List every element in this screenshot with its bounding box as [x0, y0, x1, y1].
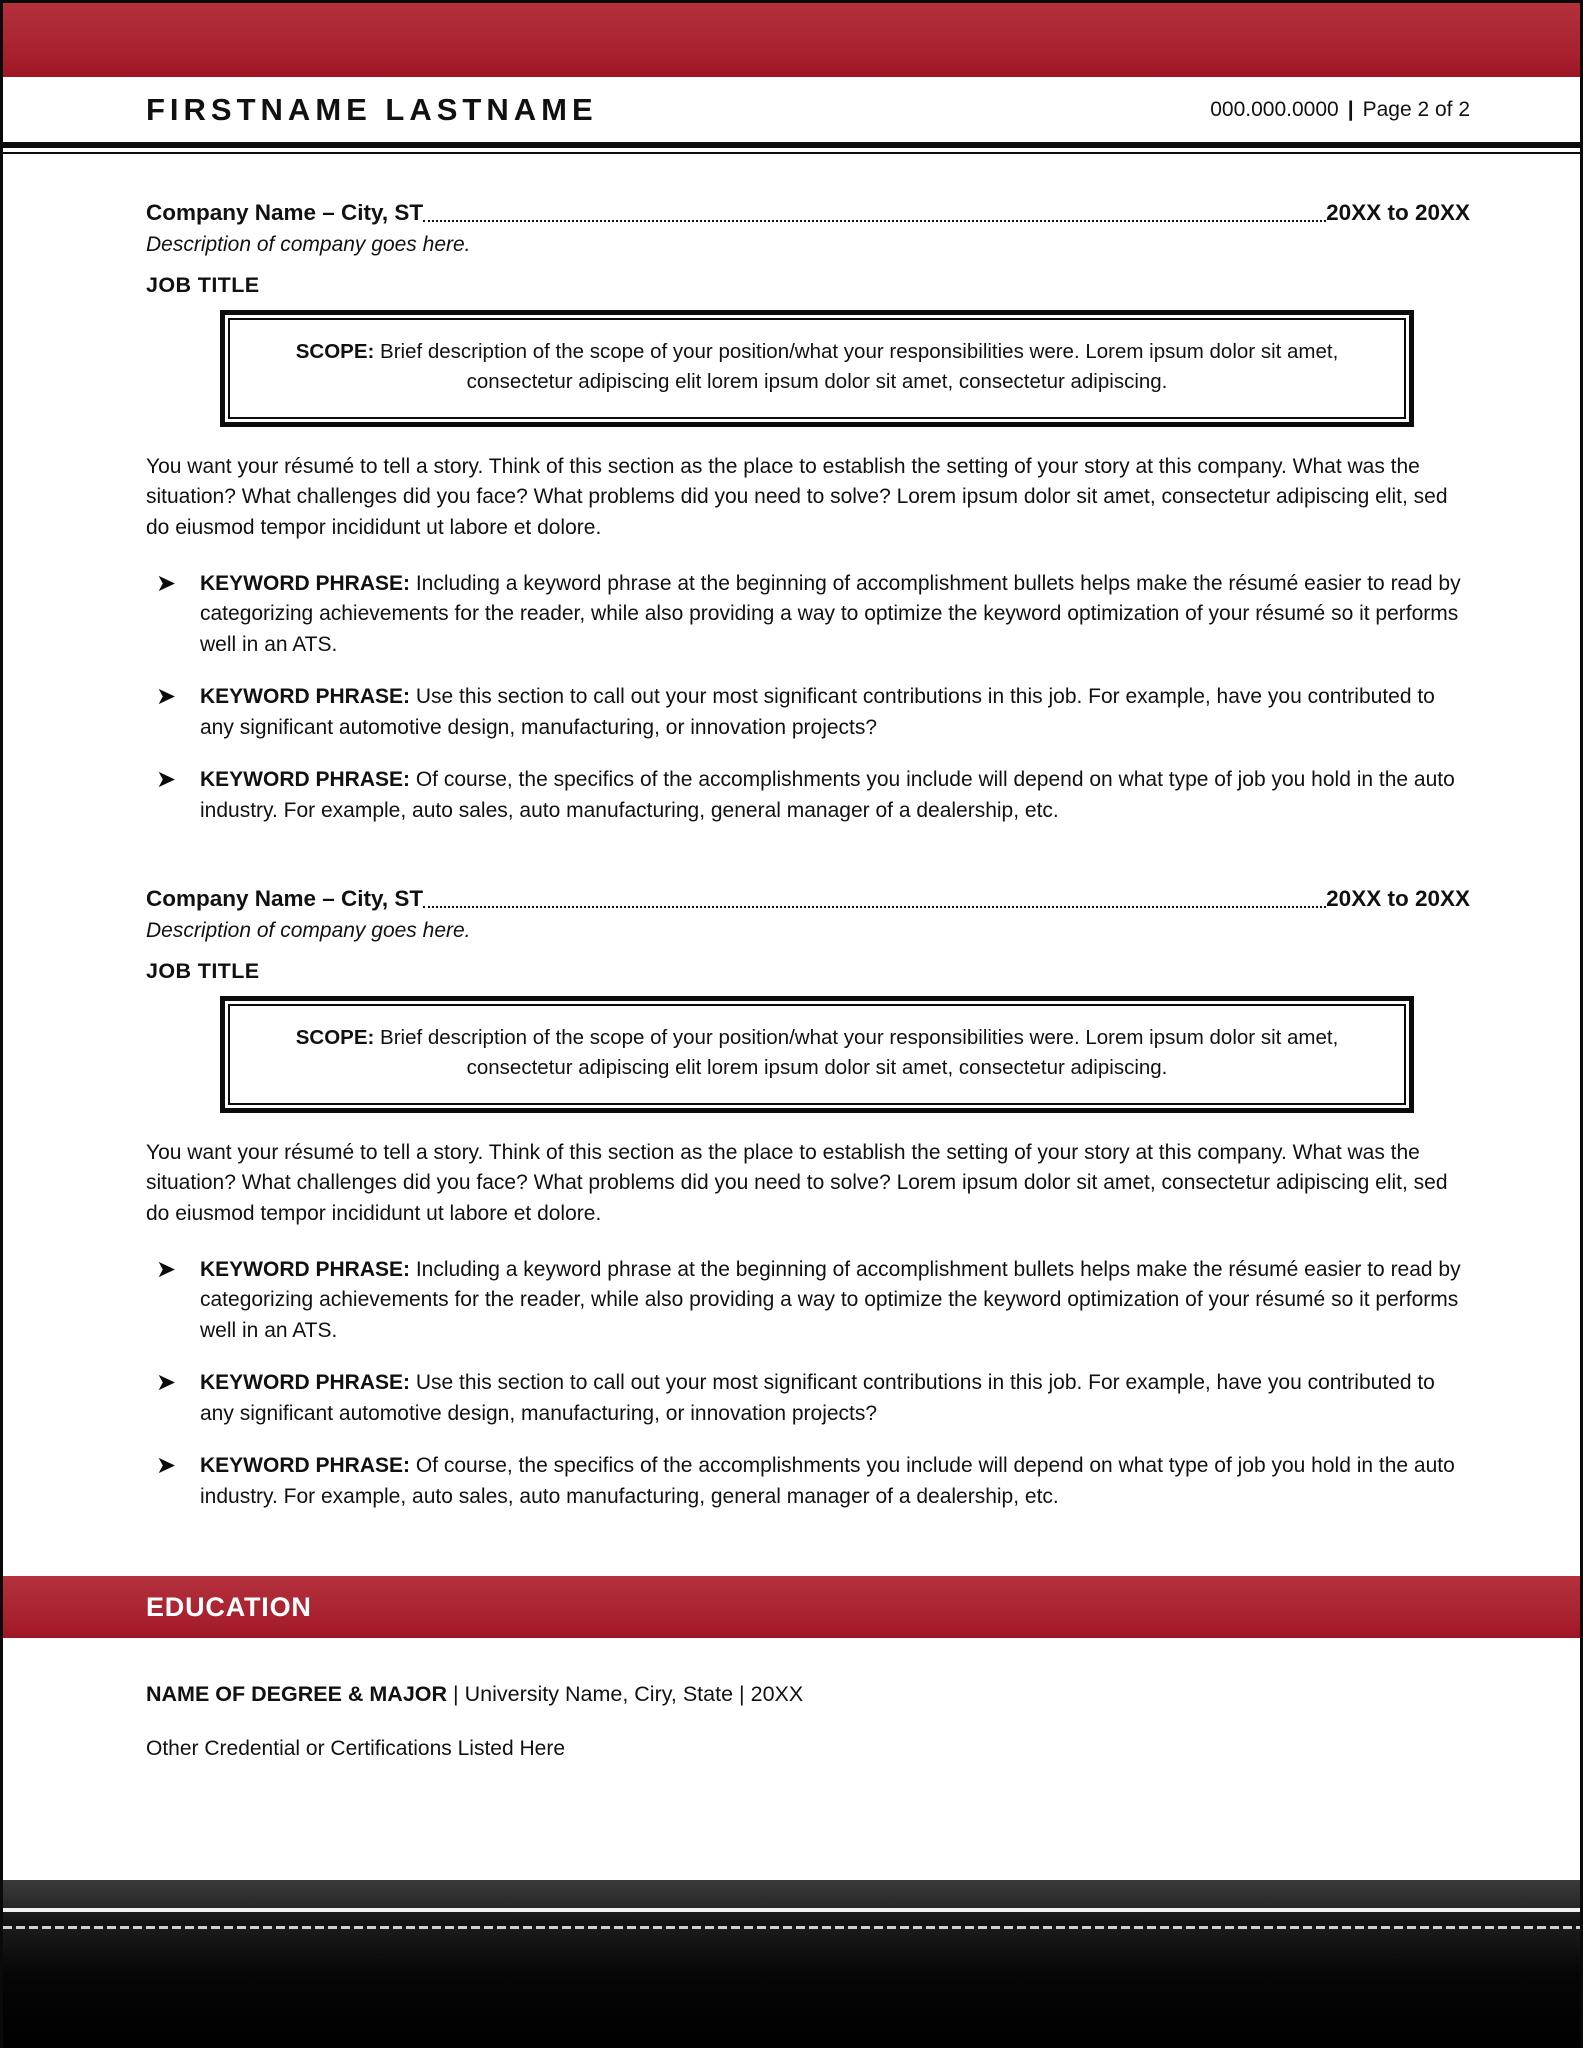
- education-section-title: EDUCATION: [146, 1591, 312, 1622]
- dotted-leader: [423, 202, 1326, 222]
- accomplishment-bullets: [146, 569, 1470, 826]
- scope-text: [260, 1023, 1374, 1084]
- job-title: JOB TITLE: [146, 273, 260, 297]
- list-item: [146, 569, 1470, 660]
- bullet-body-text: Of course, the specifics of the accomplishments you include will depend on what type of job you hold in the auto industry. For example, auto sales, auto manufacturing, general manager of a dealership, etc.: [200, 1454, 1455, 1508]
- page-footer: [3, 1880, 1583, 2048]
- arrowhead-bullet-icon: ➤: [156, 1451, 177, 1480]
- employment-dates: 20XX to 20XX: [1326, 200, 1470, 225]
- bullet-text: [200, 1368, 1470, 1429]
- story-paragraph: You want your résumé to tell a story. Think of this section as the place to establish the setting of your story at this company. What was the situation? What challenges did you face? What problems did you need to solve? Lorem ipsum dolor sit amet, consectetur adipiscing elit, sed do eiusmod tempor incididunt ut labore et dolore.: [146, 1140, 1448, 1225]
- job-entry: [146, 200, 1470, 826]
- list-item: [146, 1255, 1470, 1346]
- bullet-keyword: KEYWORD PHRASE:: [200, 571, 411, 595]
- header-name-bar: [3, 77, 1580, 142]
- degree-name: NAME OF DEGREE & MAJOR: [146, 1682, 448, 1707]
- scope-body: Brief description of the scope of your position/what your responsibilities were. Lorem ipsum dolor sit amet, consectetur adipiscing elit lorem ipsum dolor sit amet, consectetur adipiscing.: [374, 340, 1339, 394]
- arrowhead-bullet-icon: ➤: [156, 568, 177, 597]
- bullet-text: [200, 765, 1470, 826]
- bullet-keyword: KEYWORD PHRASE:: [200, 1454, 411, 1478]
- bullet-keyword: KEYWORD PHRASE:: [200, 768, 411, 792]
- scope-box-inner: [228, 318, 1406, 419]
- bullet-body-text: Including a keyword phrase at the beginning of accomplishment bullets helps make the résumé easier to read by categorizing achievements for the reader, while also providing a way to optimize the keyword optimization of your résumé so it performs well in an ATS.: [200, 1258, 1461, 1342]
- bullet-text: [200, 569, 1470, 660]
- job-entry: [146, 886, 1470, 1512]
- bullet-keyword: KEYWORD PHRASE:: [200, 1258, 411, 1281]
- footer-band-dark: [3, 1912, 1583, 1926]
- list-item: [146, 682, 1470, 743]
- bullet-body-text: Including a keyword phrase at the beginning of accomplishment bullets helps make the résumé easier to read by categorizing achievements for the reader, while also providing a way to optimize the keyword optimization of your résumé so it performs well in an ATS.: [200, 571, 1461, 656]
- bullet-text: [200, 682, 1470, 743]
- employment-dates: 20XX to 20XX: [1326, 886, 1470, 912]
- top-red-banner: [3, 3, 1580, 77]
- story-paragraph: You want your résumé to tell a story. Think of this section as the place to establish the setting of your story at this company. What was the situation? What challenges did you face? What problems did you need to solve? Lorem ipsum dolor sit amet, consectetur adipiscing elit, sed do eiusmod tempor incididunt ut labore et dolore.: [146, 454, 1448, 539]
- header-contact-meta: [1210, 98, 1470, 122]
- page-title: FIRSTNAME LASTNAME: [146, 91, 598, 127]
- company-header-line: [146, 200, 1470, 226]
- company-description: Description of company goes here.: [146, 919, 471, 943]
- job-title: JOB TITLE: [146, 959, 260, 984]
- company-description: Description of company goes here.: [146, 233, 471, 256]
- degree-line: [146, 1682, 1470, 1707]
- header-page-number: Page 2 of 2: [1362, 97, 1470, 121]
- education-section: [3, 1682, 1580, 1761]
- bullet-body-text: Use this section to call out your most significant contributions in this job. For example, have you contributed to any significant automotive design, manufacturing, or innovation projects?: [200, 685, 1435, 739]
- header-separator: |: [1347, 97, 1354, 121]
- list-item: [146, 1451, 1470, 1512]
- scope-body: Brief description of the scope of your position/what your responsibilities were. Lorem ipsum dolor sit amet, consectetur adipiscing elit lorem ipsum dolor sit amet, consectetur adipiscing.: [374, 1026, 1339, 1080]
- company-name: Company Name – City, ST: [146, 200, 424, 225]
- arrowhead-bullet-icon: ➤: [156, 1368, 177, 1397]
- header-phone: 000.000.0000: [1210, 97, 1339, 121]
- dotted-leader: [423, 888, 1326, 908]
- list-item: [146, 1368, 1470, 1429]
- degree-separator-2: |: [739, 1682, 745, 1707]
- company-header-line: [146, 886, 1470, 912]
- footer-band-black: [3, 1929, 1583, 2048]
- university-name: University Name, Ciry, State: [464, 1682, 734, 1707]
- list-item: [146, 765, 1470, 826]
- scope-box: [220, 310, 1414, 427]
- scope-text: [260, 337, 1374, 398]
- scope-box-inner: [228, 1004, 1406, 1105]
- scope-label: SCOPE:: [295, 340, 375, 363]
- company-name: Company Name – City, ST: [146, 886, 424, 912]
- arrowhead-bullet-icon: ➤: [156, 1255, 177, 1283]
- bullet-keyword: KEYWORD PHRASE:: [200, 1371, 411, 1395]
- arrowhead-bullet-icon: ➤: [156, 765, 177, 794]
- arrowhead-bullet-icon: ➤: [156, 682, 177, 711]
- header-rule-thin: [3, 152, 1580, 154]
- degree-year: 20XX: [750, 1682, 804, 1707]
- footer-band-gray: [3, 1880, 1583, 1908]
- bullet-keyword: KEYWORD PHRASE:: [200, 685, 411, 709]
- accomplishment-bullets: [146, 1255, 1470, 1512]
- other-credentials: Other Credential or Certifications Listed Here: [146, 1737, 566, 1761]
- bullet-body-text: Of course, the specifics of the accomplishments you include will depend on what type of job you hold in the auto industry. For example, auto sales, auto manufacturing, general manager of a dealership, etc.: [200, 768, 1455, 822]
- scope-box: [220, 996, 1414, 1113]
- experience-section: [3, 200, 1580, 1512]
- bullet-text: [200, 1255, 1470, 1346]
- scope-label: SCOPE:: [295, 1026, 375, 1050]
- bullet-body-text: Use this section to call out your most significant contributions in this job. For example, have you contributed to any significant automotive design, manufacturing, or innovation projects?: [200, 1371, 1435, 1425]
- degree-separator-1: |: [453, 1682, 459, 1707]
- education-section-banner: [3, 1576, 1580, 1638]
- bullet-text: [200, 1451, 1470, 1512]
